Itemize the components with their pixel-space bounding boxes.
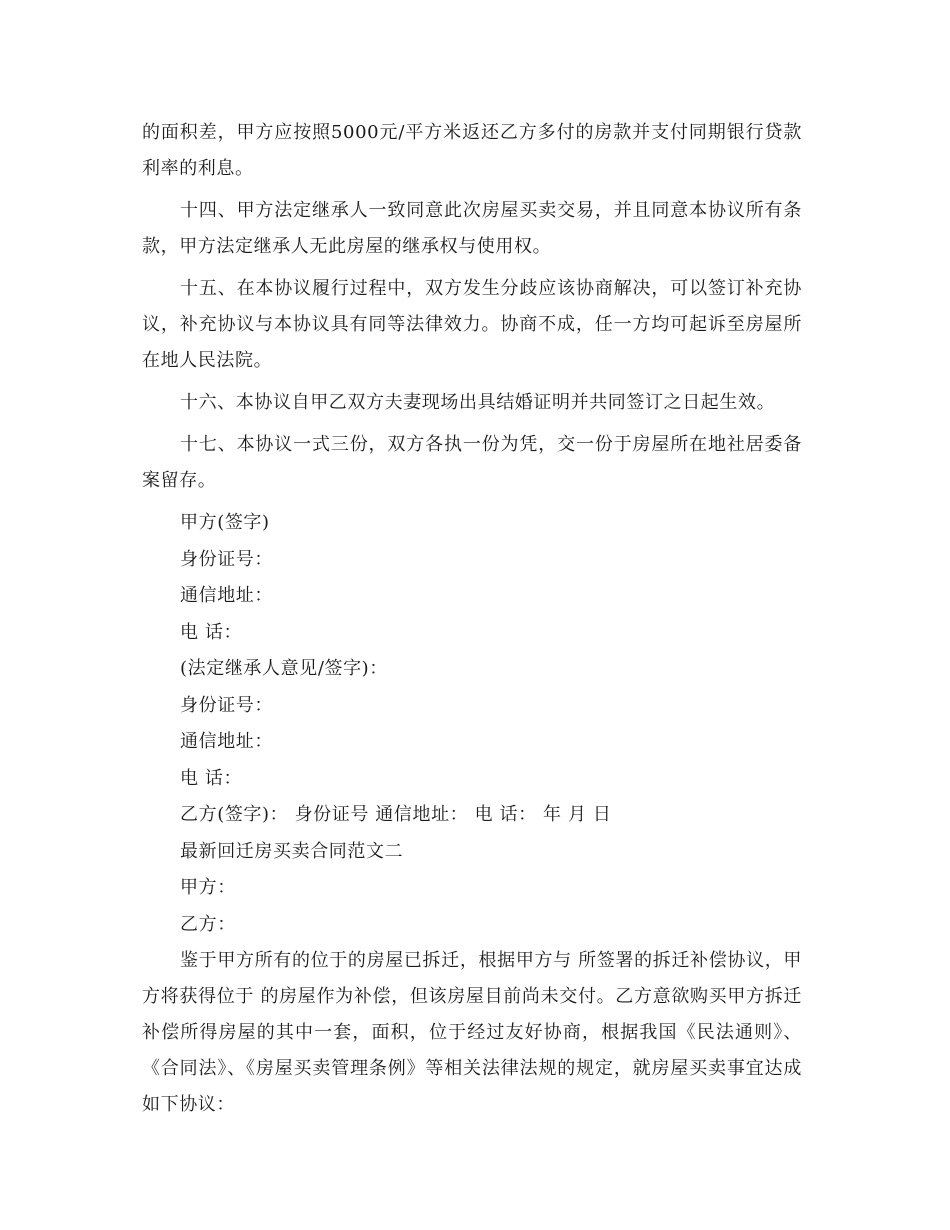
party-a-address-label: 通信地址： bbox=[180, 585, 273, 606]
heir-phone-label: 电 话： bbox=[180, 767, 243, 789]
party-a-signature-label: 甲方(签字) bbox=[180, 512, 270, 533]
document-body bbox=[142, 115, 802, 1129]
clause-15: 十五、在本协议履行过程中，双方发生分歧应该协商解决，可以签订补充协议，补充协议与本协议具有同等法律效力。协商不成，任一方均可起诉至房屋所在地人民法院。 bbox=[142, 278, 802, 371]
party-b-label: 乙方： bbox=[180, 913, 236, 935]
section-heading-sample-two: 最新回迁房买卖合同范文二 bbox=[180, 840, 404, 862]
clause-17: 十七、本协议一式三份，双方各执一份为凭，交一份于房屋所在地社居委备案留存。 bbox=[142, 434, 802, 491]
preamble-paragraph: 鉴于甲方所有的位于的房屋已拆迁，根据甲方与 所签署的拆迁补偿协议，甲方将获得位于 的房屋作为补偿，但该房屋目前尚未交付。乙方意欲购买甲方拆迁补偿所得房屋的其中一套，面积，位于经过友好协商，根据我国《民法通则》、《合同法》、《房屋买卖管理条例》等相关法律法规的规定，就房屋买卖事宜达成如下协议： bbox=[142, 950, 802, 1115]
party-a-id-number-label: 身份证号： bbox=[180, 548, 273, 570]
party-a-phone-label: 电 话： bbox=[180, 621, 243, 643]
heir-signature-label: (法定继承人意见/签字)： bbox=[180, 658, 388, 679]
party-b-signature-line: 乙方(签字)： 身份证号 通信地址： 电 话： 年 月 日 bbox=[180, 804, 612, 825]
heir-address-label: 通信地址： bbox=[180, 731, 273, 752]
heir-id-number-label: 身份证号： bbox=[180, 694, 273, 716]
clause-16: 十六、本协议自甲乙双方夫妻现场出具结婚证明并共同签订之日起生效。 bbox=[180, 392, 776, 413]
party-a-label: 甲方： bbox=[180, 877, 236, 898]
paragraph-area-difference: 的面积差，甲方应按照5000元/平方米返还乙方多付的房款并支付同期银行贷款利率的利息。 bbox=[142, 122, 802, 179]
clause-14: 十四、甲方法定继承人一致同意此次房屋买卖交易，并且同意本协议所有条款，甲方法定继承人无此房屋的继承权与使用权。 bbox=[142, 200, 802, 257]
